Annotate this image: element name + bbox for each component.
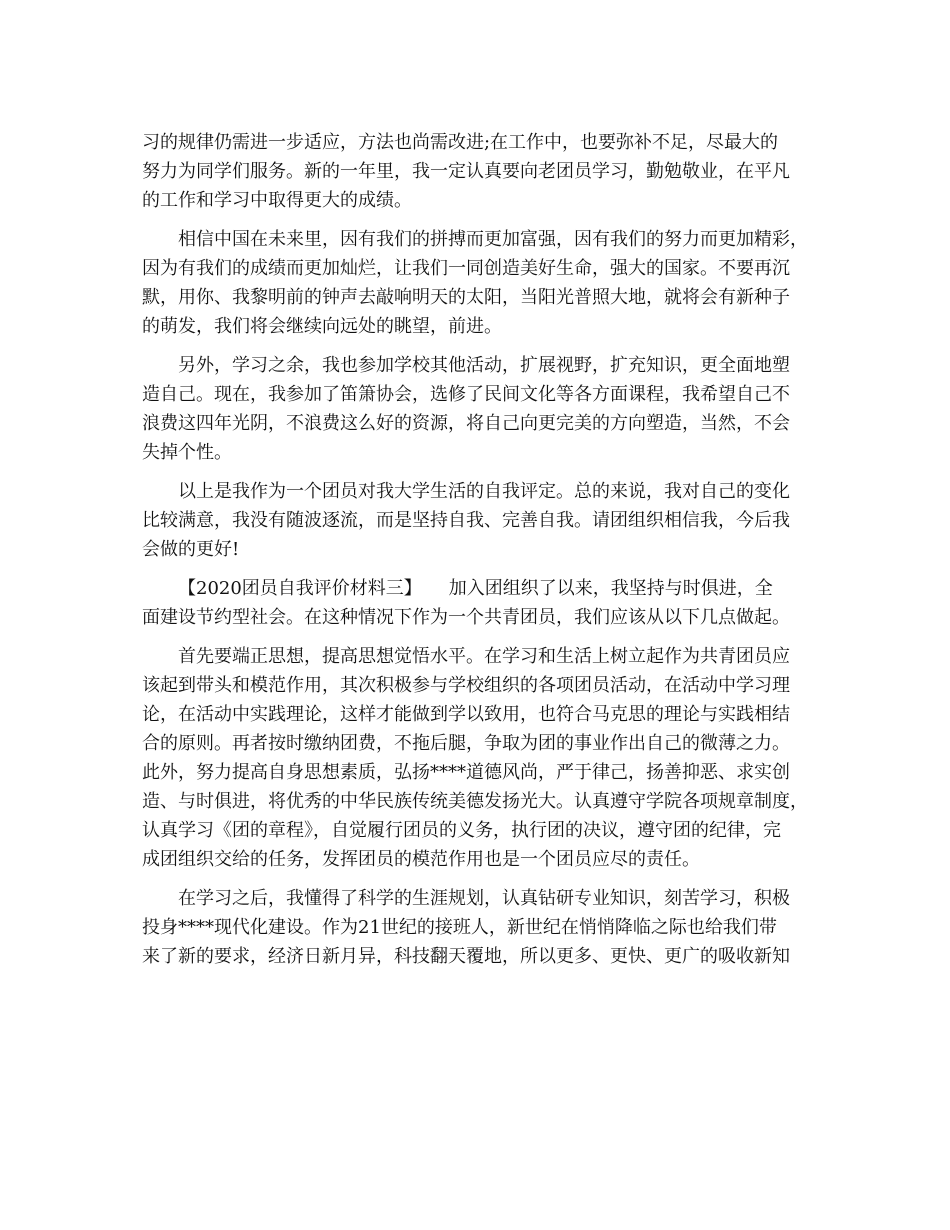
text-line: 以上是我作为一个团员对我大学生活的自我评定。总的来说，我对自己的变化 <box>178 481 790 502</box>
text-line: 成团组织交给的任务，发挥团员的模范作用也是一个团员应尽的责任。 <box>142 849 700 870</box>
text-line: 因为有我们的成绩而更加灿烂，让我们一同创造美好生命，强大的国家。不要再沉 <box>142 258 790 279</box>
paragraph-continuation <box>142 128 822 215</box>
text-line: 另外，学习之余，我也参加学校其他活动，扩展视野，扩充知识，更全面地塑 <box>178 355 790 376</box>
text-line: 努力为同学们服务。新的一年里，我一定认真要向老团员学习，勤勉敬业，在平凡 <box>142 161 790 182</box>
text-line: 该起到带头和模范作用，其次积极参与学校组织的各项团员活动，在活动中学习理 <box>142 675 790 696</box>
text-line: 在学习之后，我懂得了科学的生涯规划，认真钻研专业知识，刻苦学习，积极 <box>178 888 790 909</box>
text-line: 失掉个性。 <box>142 442 232 463</box>
document-body <box>142 128 822 971</box>
section-heading-line: 【2020团员自我评价材料三】 加入团组织了以来，我坚持与时俱进，全 <box>178 578 773 599</box>
text-line: 习的规律仍需进一步适应，方法也尚需改进;在工作中，也要弥补不足，尽最大的 <box>142 132 779 153</box>
text-line: 来了新的要求，经济日新月异，科技翻天覆地，所以更多、更快、更广的吸收新知 <box>142 946 790 967</box>
paragraph <box>142 884 822 971</box>
text-line: 投身****现代化建设。作为21世纪的接班人，新世纪在悄悄降临之际也给我们带 <box>142 917 777 938</box>
paragraph <box>142 642 822 874</box>
text-line: 面建设节约型社会。在这种情况下作为一个共青团员，我们应该从以下几点做起。 <box>142 607 790 628</box>
text-line: 造自己。现在，我参加了笛箫协会，选修了民间文化等各方面课程，我希望自己不 <box>142 384 790 405</box>
text-line: 合的原则。再者按时缴纳团费，不拖后腿，争取为团的事业作出自己的微薄之力。 <box>142 733 790 754</box>
text-line: 相信中国在未来里，因有我们的拼搏而更加富强，因有我们的努力而更加精彩， <box>178 229 808 250</box>
text-line: 论，在活动中实践理论，这样才能做到学以致用，也符合马克思的理论与实践相结 <box>142 704 790 725</box>
text-line: 首先要端正思想，提高思想觉悟水平。在学习和生活上树立起作为共青团员应 <box>178 646 790 667</box>
text-line: 浪费这四年光阴，不浪费这么好的资源，将自己向更完美的方向塑造，当然，不会 <box>142 413 790 434</box>
text-line: 比较满意，我没有随波逐流，而是坚持自我、完善自我。请团组织相信我，今后我 <box>142 510 790 531</box>
text-line: 的萌发，我们将会继续向远处的眺望，前进。 <box>142 316 502 337</box>
text-line: 默，用你、我黎明前的钟声去敲响明天的太阳，当阳光普照大地，就将会有新种子 <box>142 287 790 308</box>
text-line: 造、与时俱进，将优秀的中华民族传统美德发扬光大。认真遵守学院各项规章制度， <box>142 791 808 812</box>
text-line: 会做的更好! <box>142 539 240 560</box>
text-line: 的工作和学习中取得更大的成绩。 <box>142 190 412 211</box>
paragraph <box>142 477 822 564</box>
paragraph-section-start <box>142 574 822 632</box>
text-line: 认真学习《团的章程》，自觉履行团员的义务，执行团的决议，遵守团的纪律，完 <box>142 820 781 841</box>
paragraph <box>142 351 822 467</box>
text-line: 此外，努力提高自身思想素质，弘扬****道德风尚，严于律己，扬善抑恶、求实创 <box>142 762 790 783</box>
paragraph <box>142 225 822 341</box>
